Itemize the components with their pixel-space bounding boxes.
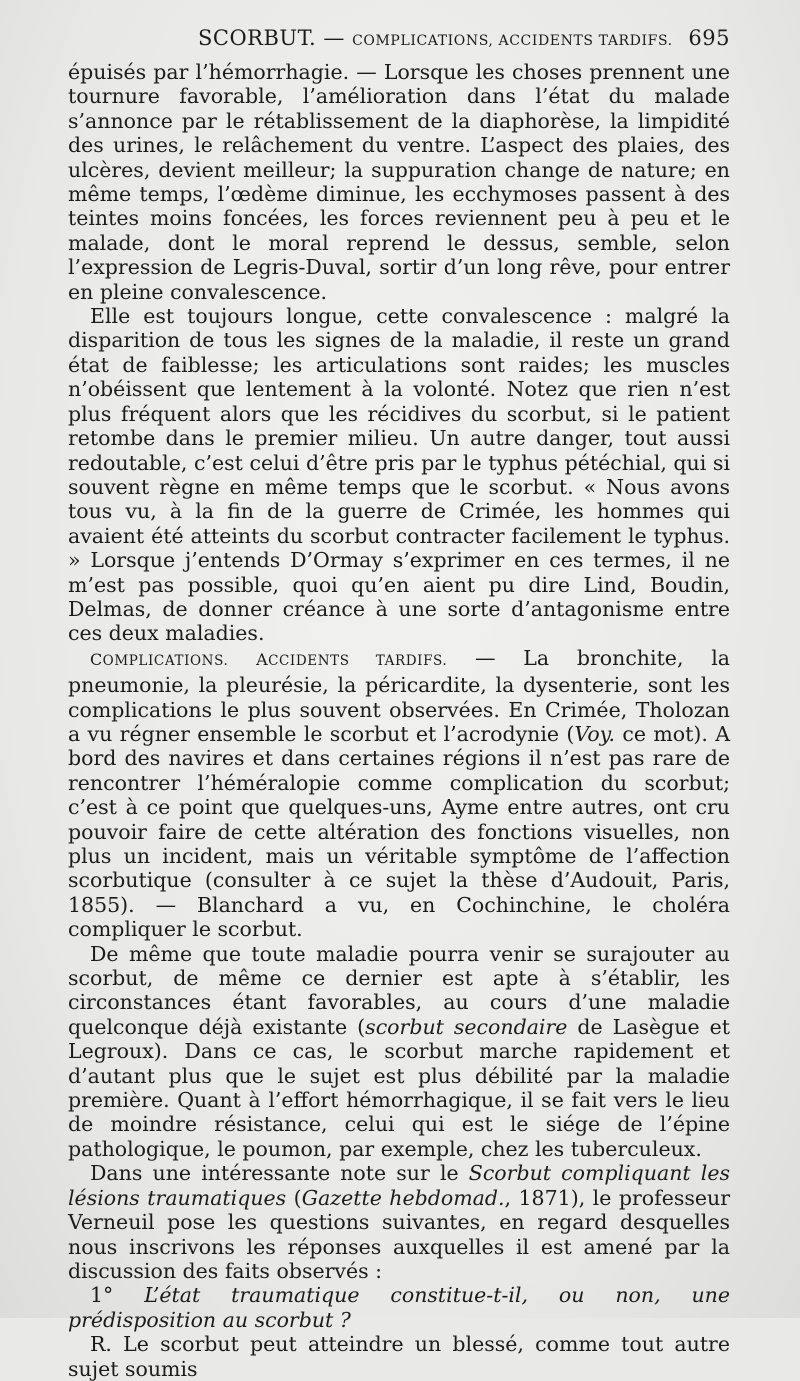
paragraph-4: De même que toute maladie pourra venir se surajouter au scorbut, de même ce dernier est apte à s’établir, les circonstances étant favorables, au cours d’une maladie quelconque déjà existante (scorbut secondaire de Lasègue et Legroux). Dans ce cas, le scorbut marche rapidement et d’autant plus que le sujet est plus débilité par la maladie première. Quant à l’effort hémorrhagique, il se fait vers le lieu de moindre résistance, celui qui est le siége de l’épine pathologique, le poumon, par exemple, chez les tuberculeux.	[68, 941, 731, 1161]
running-header	[68, 26, 730, 50]
question-1: 1° L’état traumatique constitue-t-il, ou non, une prédisposition au scorbut ?	[68, 1283, 731, 1332]
header-section: COMPLICATIONS, ACCIDENTS TARDIFS.	[352, 33, 673, 49]
header-dash: —	[323, 26, 345, 50]
page-number: 695	[688, 26, 730, 50]
paragraph-1: épuisés par l’hémorrhagie. — Lorsque les choses prennent une tournure favorable, l’amélioration dans l’état du malade s’annonce par le rétablissement de la diaphorèse, la limpidité des urines, le relâchement du ventre. L’aspect des plaies, des ulcères, devient meilleur; la suppuration change de nature; en même temps, l’œdème diminue, les ecchymoses passent à des teintes moins foncées, les forces reviennent peu à peu et le malade, dont le moral reprend le dessus, semble, selon l’expression de Legris-Duval, sortir d’un long rêve, pour entrer en pleine convalescence.	[68, 60, 730, 304]
paragraph-3: COMPLICATIONS. ACCIDENTS TARDIFS. — La bronchite, la pneumonie, la pleurésie, la péricardite, la dysenterie, sont les complications le plus souvent observées. En Crimée, Tholozan a vu régner ensemble le scorbut et l’acrodynie (Voy. ce mot). A bord des navires et dans certaines régions il n’est pas rare de rencontrer l’héméralopie comme complication du scorbut; c’est à ce point que quelques-uns, Ayme entre autres, ont cru pouvoir faire de cette altération des fonctions visuelles, non plus un incident, mais un véritable symptôme de l’affection scorbutique (consulter à ce sujet la thèse d’Audouit, Paris, 1855). — Blanchard a vu, en Cochinchine, le choléra compliquer le scorbut.	[68, 645, 731, 942]
answer-1: R. Le scorbut peut atteindre un blessé, comme tout autre sujet soumis	[68, 1332, 730, 1381]
header-title: SCORBUT.	[198, 26, 317, 50]
running-title	[198, 26, 673, 50]
section-heading: COMPLICATIONS. ACCIDENTS TARDIFS.	[90, 649, 448, 669]
paragraph-5: Dans une intéressante note sur le Scorbut compliquant les lésions traumatiques (Gazette hebdomad., 1871), le professeur Verneuil pose les questions suivantes, en regard desquelles nous inscrivons les réponses auxquelles il est amené par la discussion des faits observés :	[68, 1161, 730, 1283]
body-text	[68, 60, 730, 1381]
paragraph-2: Elle est toujours longue, cette convalescence : malgré la disparition de tous les signes de la maladie, il reste un grand état de faiblesse; les articulations sont raides; les muscles n’obéissent que lentement à la volonté. Notez que rien n’est plus fréquent alors que les récidives du scorbut, si le patient retombe dans le premier milieu. Un autre danger, tout aussi redoutable, c’est celui d’être pris par le typhus pétéchial, qui si souvent règne en même temps que le scorbut. « Nous avons tous vu, à la fin de la guerre de Crimée, les hommes qui avaient été atteints du scorbut contracter facilement le typhus. » Lorsque j’entends D’Ormay s’exprimer en ces termes, il ne m’est pas possible, quoi qu’en aient pu dire Lind, Boudin, Delmas, de donner créance à une sorte d’antagonisme entre ces deux maladies.	[68, 304, 730, 646]
